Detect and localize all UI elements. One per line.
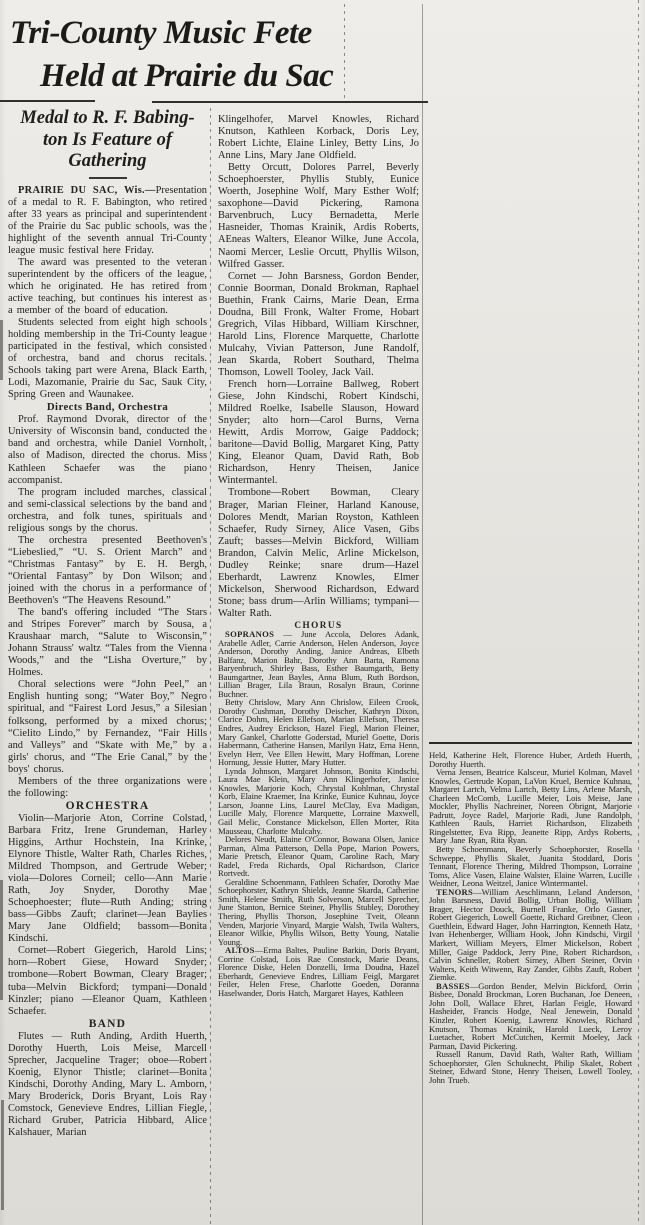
paragraph: Russell Ranum, David Rath, Walter Rath, William Schoephorster, Glen Schuknecht, Philip Skalet, Robert Steiner, Edward Stone, Henry Theisen, Lowell Tooley, John Trueb. [429,1049,632,1085]
paragraph: Delores Neudt, Elaine O'Connor, Bowana Olsen, Janice Parman, Alma Patterson, Della Pope, Marion Powers, Marie Pretsch, Eleanor Quam, Caroline Rach, Mary Radel, Freda Richards, Opal Richardson, Clarice Rortvedt. [218,834,419,879]
paragraph: Violin—Marjorie Aton, Corrine Colstad, Barbara Fritz, Irene Grundeman, Harley Higgins, Arthur Hochstein, Ina Krinke, Elynore Thistle, Walter Rath, Charles Riches, Mildred Thompson, and Gertrude Weber; viola—Dolores Corneil; cello—Ann Marie Rath, Joy Snyder, Dorothy Mae Schoephoester; flute—Ruth Anding; string bass—Gibbs Zauft; clarinet—Jean Baylies Mary Jane Oldfield; bassom—Bonita Kindschi. [8,812,207,945]
paragraph: The orchestra presented Beethoven's “Liebeslied,” “U. S. Orient March” and “Christmas Fantasy” by E. H. Bergh, “Oriental Fantasy” by Don Wilson; and joined with the chorus in a performance of Beethoven's “The Heavens Resound.” [8,534,207,607]
paragraph: Students selected from eight high schools holding membership in the Tri-County league participated in the festival, which consisted of orchestra, band and chorus recitals. Schools taking part were Arena, Black Earth, Lodi, Mazomanie, Prairie du Sac, Sauk City, Spring Green and Waunakee. [8,317,207,401]
deck-line-1: Medal to R. F. Babing- [20,108,195,128]
paragraph: French horn—Lorraine Ballweg, Robert Giese, John Kindschi, Robert Kindschi, Mildred Roelke, Isabelle Slauson, Howard Snyder; alto horn—Carol Burns, Verna Hewitt, Ardis Morrow, Gaige Paddock; baritone—David Bollig, Margaret King, Patty King, Eleanor Quam, David Rath, Bob Richardson, Henry Theisen, Janice Wintermantel. [218,379,419,487]
headline-bottom-rule-mid [152,101,428,103]
paragraph-lead: PRAIRIE DU SAC, Wis.— [18,184,156,196]
paragraph: Prof. Raymond Dvorak, director of the University of Wisconsin band, conducted the band and orchestra, while Daniel Vornholt, also of Madison, directed the chorus. Miss Kathleen Schaefer was the piano accompanist. [8,414,207,486]
headline-right-rule [344,4,345,100]
middle-column [218,114,419,1225]
paragraph: Flutes — Ruth Anding, Ardith Huerth, Dorothy Huerth, Lois Meise, Marcell Sprecher, Jacqueline Trager; oboe—Robert Koenig, Elynor Thistle; clarinet—Bonita Kindschi, Dorothy Anding, Mary L. Amborn, Mary Broderick, Doris Bryant, Lois Ray Comstock, Genevieve Endres, Lillian Fiegle, Richard Gruber, Patricia Hibbard, Alice Kalshauer, Marian [8,1030,207,1139]
paragraph: The award was presented to the veteran superintendent by the officers of the league, which he originated. He has retired from active teaching, but continues his interest as a member of the board of education. [8,256,207,316]
paragraph: The band's offering included “The Stars and Stripes Forever” march by Sousa, a Kraushaar march, “Salute to Wisconsin,” Johann Strauss' waltz “Tales from the Vienna Woods,” and the “Lisha Overture,” by Holmes. [8,607,207,679]
paragraph: Cornet—Robert Giegerich, Harold Lins; horn—Robert Giese, Howard Snyder; trombone—Robert Bowman, Cleary Brager; tuba—Melvin Bickford; tympani—Donald Kinzler; piano —Eleanor Quam, Kathleen Schaefer. [8,945,207,1017]
paragraph: ALTOS—Erma Baltes, Pauline Barkin, Doris Bryant, Corrine Colstad, Lois Rae Constock, Marie Deans, Florence Diske, Helen Donzelli, Irma Doudna, Hazel Eberhardt, Genevieve Endres, Lilliam Feigl, Margaret Feiler, Helen Frese, Charlotte Goeden, Doranna Haselwander, Doris Hatch, Margaret Hayes, Kathleen [218,945,419,998]
paragraph: Lynda Johnson, Margaret Johnson, Bonita Kindschi, Laura Mae Klein, Mary Ann Klingerhofer, Janice Knowles, Marjorie Koch, Chrystal Kohlman, Chrystal Korb, Elaine Kraemer, Ina Krinke, Eunice Kuhnau, Joyce Larson, Joanne Lins, Laurel McClay, Eva Madigan, Lucille Maly, Florence Marquette, Lorraine Maxwell, Gail Melic, Constance Mickelson, Ellen Morter, Rita Mausseau, Charlotte Mulcahy. [218,765,419,836]
headline-bottom-rule-left [0,100,95,102]
paragraph: The program included marches, classical and semi-classical selections by the band and orchestra, and folk tunes, spirituals and religious songs by the chorus. [8,486,207,534]
paragraph-lead: ALTOS [225,945,255,956]
section-heading: Directs Band, Orchestra [46,401,169,414]
middle-column-body [218,114,419,997]
section-heading: CHORUS [294,619,343,630]
paragraph: SOPRANOS — June Accola, Delores Adank, Arabelle Adler, Carrie Anderson, Helen Anderson, Joyce Anderson, Dorothy Anding, Janice Andreas, Elbeth Balfanz, Marion Bahr, Dorothy Ann Barta, Ramona Baryenbruch, Shirley Bass, Esther Baumgarth, Betty Baumgartner, Jean Bayles, Anna Blum, Ruth Bordson, Lillian Brager, Lila Braun, Rosalyn Braun, Corinne Buchner. [218,628,419,699]
paragraph: Klingelhofer, Marvel Knowles, Richard Knutson, Kathleen Korback, Doris Ley, Robert Lichte, Elaine Linley, Betty Lins, Jo Anne Lins, Mary Jane Oldfield. [218,114,419,162]
left-column-body [8,185,207,1140]
right-edge-rule [638,0,639,1225]
paragraph-lead: TENORS [436,886,474,897]
paragraph: PRAIRIE DU SAC, Wis.—Presentation of a medal to R. F. Babington, who retired after 33 years as principal and superintendent of the Prairie du Sac public schools, was the highlight of the seventh annual Tri-County league music festival here Friday. [8,184,207,256]
article-deck [8,108,207,173]
paragraph-lead: BASSES [436,980,470,991]
article-headline [10,12,346,98]
paragraph: Members of the three organizations were the following: [8,775,207,799]
paragraph: BASSES—Gordon Bender, Melvin Bickford, Orrin Bisbee, Donald Brockman, Loren Buchanan, Joe Deneen, John Doll, Wallace Ehret, Harlan Feigle, Howard Hasheider, Francis Hodge, Neal Jenewein, Donald Kinzler, Robert Koenig, Lawrenz Knowles, Richard Knutson, Thomas Krainik, Harold Lueck, Leroy Luetacher, Robert McCutchen, Kermit Moeley, Jack Parman, David Pickering. [429,980,632,1051]
paragraph-lead: SOPRANOS [225,628,275,639]
left-column [8,106,207,1225]
right-column [429,742,632,1225]
paragraph: Betty Orcutt, Dolores Parrel, Beverly Schoephoerster, Phyllis Stubly, Eunice Woerth, Josephine Wolf, Mary Esther Wolf; saxophone—David Pickering, Ramona Barvenbruch, Lucy Bernadetta, Merle Hasneider, Thomas Krainik, Ardis Roberts, AEneas Walters, Eleanor Wilke, June Accola, Naomi Mercer, Leslie Orcutt, Phyllis Wilson, Wilfred Gasser. [218,162,419,270]
scan-edge-mark [0,880,3,1000]
deck-line-2: ton Is Feature of [42,129,172,150]
headline-line-1: Tri-County Music Fete [10,15,312,51]
paragraph: Cornet — John Barsness, Gordon Bender, Connie Boorman, Donald Brokman, Raphael Buethin, Frank Cairns, Marie Dean, Erma Doudna, Bill Fronk, Walter Frome, Hobart Gregrich, Vilas Hibbard, William Kirschner, Harold Lins, Florence Marquette, Charlotte Mulcahy, Vivian Patterson, June Randolf, Jean Skarda, Robert Southard, Thelma Thomson, Lowell Tooley, Jack Vail. [218,270,419,378]
scan-edge-mark [0,320,3,380]
section-heading: ORCHESTRA [65,799,150,812]
scan-edge-mark [1,1100,4,1210]
left-mid-column-rule [210,108,211,1225]
deck-divider [89,177,127,179]
paragraph: Verna Jensen, Beatrice Kalsceur, Muriel Kolman, Mavel Knowles, Gertrude Kopan, LaVon Kruel, Bernice Kuhnau, Margaret Lartch, Velma Lartch, Betty Lins, Arlene Marsh, Charleen McComb, Lucille Meier, Lois Meise, Jane Mockler, Phyllis Nachreiner, Noreen Obrignt, Marjorie Padrutt, Joyce Radel, Marjorie Radi, June Randolph, Kathleen Rauls, Harriet Richardson, Elizabeth Ringelstetter, Eva Ripp, Jeanette Ripp, Ardys Roberts, Mary Jane Ryan, Rita Ryan. [429,767,632,846]
paragraph: Choral selections were “John Peel,” an English hunting song; “Water Boy,” Negro spiritual, and “Fairest Lord Jesus,” a Silesian folksong, performed by a mixed chorus; “Cielito Lindo,” by Fernandez, “Fair Hills and Valleys” and “Skate with Me,” by a girls' chorus, and “The Erie Canal,” by the boys' chorus. [8,679,207,775]
paragraph: TENORS—William Aeschlimann, Leland Anderson, John Barsness, David Bollig, Urban Bollig, William Brager, Hector Douck, Burnell Franke, Orlo Gasner, Robert Giegerich, Lowell Goette, Richard Greibner, Cleon Guethlein, Edward Hager, John Harrington, Kenneth Hatz, Ivan Hehenberger, William Hook, John Kindschi, Virgil Markert, William Meyers, Elmer Mickelson, Robert Miller, Gaige Paddock, Jerry Pine, Robert Richardson, Calvin Schneller, Robert Sirney, Albert Steiner, Orvin Walters, Keith Witwenn, Ray Zander, Gibbs Zauft, Robert Ziemke. [429,886,632,983]
paragraph: Betty Schoenmann, Beverly Schoephorster, Rosella Schweppe, Phyllis Skalet, Juanita Stoddard, Doris Tennant, Florence Thering, Mildred Thompson, Lorraine Toms, Alice Vasen, Elaine Walster, Elaine Warren, Lucille Weidner, Leona Weitzel, Janice Wintermantel. [429,844,632,889]
paragraph: Held, Katherine Helt, Florence Huber, Ardeth Huerth, Dorothy Huerth. [429,750,632,769]
paragraph: Betty Chrislow, Mary Ann Chrislow, Eileen Crook, Dorothy Cushman, Dorothy Deischer, Kathryn Dixon, Clarice Dohm, Helen Ellefson, Marian Ellefson, Theresa Endres, Audrey Erickson, Hazel Fiegl, Marion Fleiner, Mary Gankel, Charlotte Goderstad, Muriel Goette, Doris Habermann, Catherine Hansen, Marilyn Hatz, Erna Henn, Evelyn Herr, Vee Ellen Hewitt, Mary Hoffman, Lorene Hornung, Jessie Hutter, Mary Hutter. [218,697,419,768]
paragraph: Trombone—Robert Bowman, Cleary Brager, Marian Fleiner, Harland Kanouse, Dolores Mendt, Marian Royston, Kathleen Schaefer, Rudy Sirney, Alice Vasen, Gibs Zauft; basses—Melvin Bickford, William Brandon, Calvin Melic, Arline Mickelson, Dudley Reinke; snare drum—Hazel Eberhardt, Lawrenz Knowles, Elmer Mickelson, Sherwood Richardson, Edward Stone; bass drum—Arlin Williams; tympani—Walter Rath. [218,487,419,619]
right-column-body [429,751,632,1084]
paragraph: Geraldine Schoenmann, Fathleen Schafer, Dorothy Mae Schoephorster, Kathryn Shields, Jeanne Skarda, Catherine Smith, Helene Smith, Ruth Solverson, Marcell Sprecher, June Stanton, Bernice Steiner, Phyllis Stubley, Dorothey Thering, Phyllis Thorson, Josephine Tveit, Oleann Venden, Marjorie Vinyard, Margie Walsh, Twila Walters, Eleanor Wilkie, Phyllis Wilson, Betty Young, Natalie Young. [218,876,419,947]
mid-right-column-rule [422,4,423,1225]
headline-line-2: Held at Prairie du Sac [40,58,334,94]
section-heading: BAND [88,1017,127,1030]
deck-line-3: Gathering [68,151,147,171]
